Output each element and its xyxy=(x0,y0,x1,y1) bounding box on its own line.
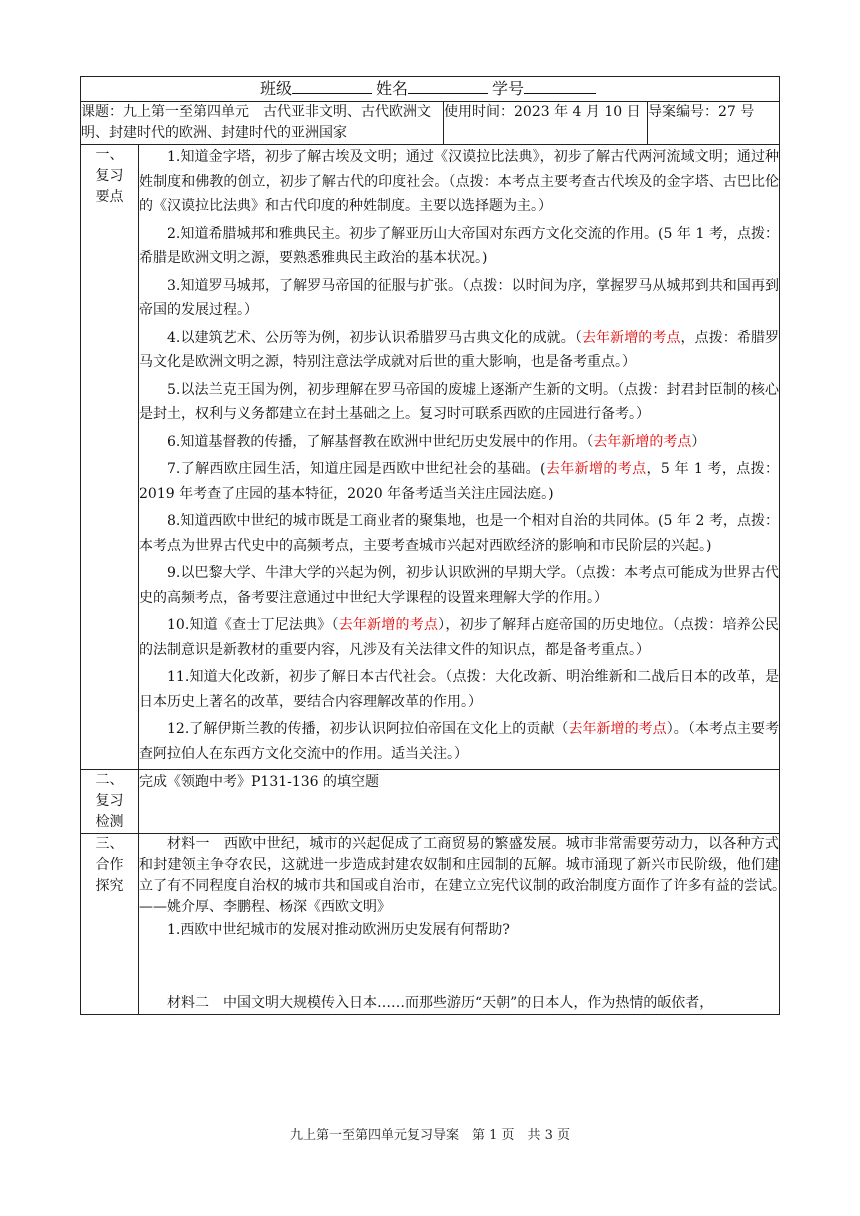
date-cell: 使用时间：2023 年 4 月 10 日 xyxy=(444,102,648,145)
class-label: 班级 xyxy=(260,79,293,98)
topic-cell: 课题：九上第一至第四单元 古代亚非文明、古代欧洲文明、封建时代的欧洲、封建时代的亚洲国家 xyxy=(81,102,444,145)
review-item-3: 3.知道罗马城邦，了解罗马帝国的征服与扩张。（点拨：以时间为序，掌握罗马从城邦到共和国再到帝国的发展过程。） xyxy=(139,277,780,318)
review-item-10: 10.知道《查士丁尼法典》（去年新增的考点），初步了解拜占庭帝国的历史地位。（点拨：培养公民的法制意识是新教材的重要内容，凡涉及有关法律文件的知识点，都是备考重点。） xyxy=(139,617,780,658)
question-one: 1.西欧中世纪城市的发展对推动欧洲历史发展有何帮助? xyxy=(167,922,510,938)
review-item-12: 12.了解伊斯兰教的传播，初步认识阿拉伯帝国在文化上的贡献（去年新增的考点）。（本考点主要考查阿拉伯人在东西方文化交流中的作用。适当关注。） xyxy=(139,721,780,762)
review-item-11: 11.知道大化改新，初步了解日本古代社会。（点拨：大化改新、明治维新和二战后日本的改革，是日本历史上著名的改革，要结合内容理解改革的作用。） xyxy=(139,669,780,710)
review-item-4: 4.以建筑艺术、公历等为例，初步认识希腊罗马古典文化的成就。（去年新增的考点，点拨：希腊罗马文化是欧洲文明之源，特别注意法学成就对后世的重大影响，也是备考重点。） xyxy=(139,329,780,370)
id-blank[interactable] xyxy=(524,77,596,94)
review-item-5: 5.以法兰克王国为例，初步理解在罗马帝国的废墟上逐渐产生新的文明。（点拨：封君封臣制的核心是封土，权利与义务都建立在封土基础之上。复习时可联系西欧的庄园进行备考。） xyxy=(139,381,780,422)
answer-space[interactable] xyxy=(139,941,779,993)
review-label: 一、 复习 要点 xyxy=(81,145,139,770)
check-body: 完成《领跑中考》P131-136 的填空题 xyxy=(139,770,780,834)
new-point-highlight: 去年新增的考点 xyxy=(568,721,667,737)
check-label: 二、 复习 检测 xyxy=(81,770,139,834)
new-point-highlight: 去年新增的考点 xyxy=(593,433,692,450)
new-point-highlight: 去年新增的考点 xyxy=(338,617,439,633)
new-point-highlight: 去年新增的考点 xyxy=(581,329,681,346)
review-item-9: 9.以巴黎大学、牛津大学的兴起为例，初步认识欧洲的早期大学。（点拨：本考点可能成为世界古代史的高频考点，备考要注意通过中世纪大学课程的设置来理解大学的作用。） xyxy=(139,565,780,606)
review-item-7: 7.了解西欧庄园生活，知道庄园是西欧中世纪社会的基础。(去年新增的考点，5 年 1 考，点拨：2019 年考查了庄园的基本特征，2020 年备考适当关注庄园法庭。) xyxy=(139,461,780,502)
topic-row xyxy=(81,102,780,145)
material-two: 材料二 中国文明大规模传入日本……而那些游历“天朝”的日本人，作为热情的皈依者， xyxy=(167,995,714,1011)
coop-body xyxy=(139,834,822,1015)
review-item-8: 8.知道西欧中世纪的城市既是工商业者的聚集地，也是一个相对自治的共同体。(5 年 2 考，点拨：本考点为世界古代史中的高频考点，主要考查城市兴起对西欧经济的影响和市民阶层的兴起。) xyxy=(139,513,780,554)
material-one: 材料一 西欧中世纪，城市的兴起促成了工商贸易的繁盛发展。城市非常需要劳动力，以各种方式和封建领主争夺农民，这就进一步造成封建农奴制和庄园制的瓦解。城市涌现了新兴市民阶级，他们建立了有不同程度自治权的城市共和国或自治市，在建立立宪代议制的政治制度方面作了许多有益的尝试。 ——姚介厚、李鹏程、杨深《西欧文明》 xyxy=(139,836,822,915)
review-item-6: 6.知道基督教的传播，了解基督教在欧洲中世纪历史发展中的作用。（去年新增的考点） xyxy=(167,433,706,450)
student-info-cell xyxy=(81,77,780,102)
coop-row xyxy=(81,834,780,1015)
header-row xyxy=(81,77,780,102)
review-item-1: 1.知道金字塔，初步了解古埃及文明；通过《汉谟拉比法典》，初步了解古代两河流域文明；通过种姓制度和佛教的创立，初步了解古代的印度社会。（点拨：本考点主要考查古代埃及的金字塔、古巴比伦的《汉谟拉比法典》和古代印度的种姓制度。主要以选择题为主。） xyxy=(139,149,780,214)
worksheet-table xyxy=(80,76,822,1015)
id-label: 学号 xyxy=(492,79,525,98)
name-label: 姓名 xyxy=(376,79,409,98)
new-point-highlight: 去年新增的考点 xyxy=(545,461,647,477)
coop-label: 三、 合作 探究 xyxy=(81,834,139,1015)
review-row xyxy=(81,145,780,770)
review-body xyxy=(139,145,780,770)
review-item-2: 2.知道希腊城邦和雅典民主。初步了解亚历山大帝国对东西方文化交流的作用。(5 年 1 考，点拨：希腊是欧洲文明之源，要熟悉雅典民主政治的基本状况。) xyxy=(139,225,780,266)
name-blank[interactable] xyxy=(408,77,488,94)
page-footer: 九上第一至第四单元复习导案 第 1 页 共 3 页 xyxy=(289,1128,571,1143)
check-row xyxy=(81,770,780,834)
class-blank[interactable] xyxy=(292,77,372,94)
number-cell: 导案编号：27 号 xyxy=(648,102,780,145)
